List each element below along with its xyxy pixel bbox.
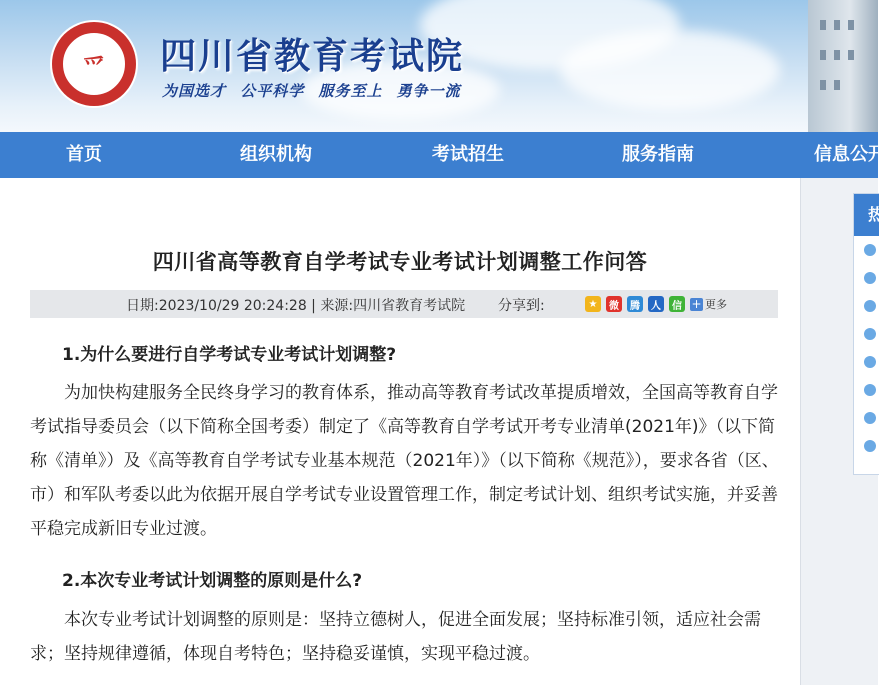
share-label: 分享到: bbox=[498, 298, 545, 314]
list-bullet-icon[interactable] bbox=[864, 440, 876, 452]
list-bullet-icon[interactable] bbox=[864, 384, 876, 396]
answer-1 bbox=[30, 376, 780, 546]
article-meta-bar bbox=[30, 290, 778, 318]
article-title: 四川省高等教育自学考试专业考试计划调整工作问答 bbox=[152, 250, 648, 274]
list-bullet-icon[interactable] bbox=[864, 300, 876, 312]
renren-icon[interactable]: 人 bbox=[648, 296, 664, 312]
nav-item-home[interactable]: 首页 bbox=[66, 144, 102, 165]
answer-1-text: 为加快构建服务全民终身学习的教育体系，推动高等教育考试改革提质增效，全国高等教育自学考试指导委员会（以下简称全国考委）制定了《高等教育自学考试开考专业清单(2021年)》（以下简称《清单》）及《高等教育自学考试专业基本规范（2021年）》（以下简称《规范》），要求各省（区、市）和军队考委以此为依据开展自学考试专业设置管理工作，制定考试计划、组织考试实施，并妥善平稳完成新旧专业过渡。 bbox=[30, 383, 779, 539]
building-decoration bbox=[808, 0, 878, 132]
answer-2-text: 本次专业考试计划调整的原则是：坚持立德树人，促进全面发展；坚持标准引领，适应社会需求；坚持规律遵循，体现自考特色；坚持稳妥谨慎，实现平稳过渡。 bbox=[30, 610, 761, 664]
share-more-label: 更多 bbox=[705, 298, 727, 311]
site-title[interactable]: 四川省教育考试院 bbox=[160, 36, 465, 77]
hot-news-sidebar bbox=[853, 193, 885, 475]
site-slogan: 为国选才 公平科学 服务至上 勇争一流 bbox=[162, 82, 461, 100]
qzone-icon[interactable]: ★ bbox=[585, 296, 601, 312]
list-bullet-icon[interactable] bbox=[864, 412, 876, 424]
logo-emblem-icon: 爫 bbox=[61, 31, 127, 97]
nav-item-info-disclosure[interactable]: 信息公开 bbox=[814, 144, 886, 165]
site-logo[interactable] bbox=[52, 22, 136, 106]
main-nav bbox=[0, 132, 886, 178]
wechat-icon[interactable]: 信 bbox=[669, 296, 685, 312]
nav-item-exams-admissions[interactable]: 考试招生 bbox=[432, 144, 504, 165]
plus-icon: + bbox=[691, 296, 702, 311]
share-icons bbox=[585, 296, 727, 312]
question-1: 1.为什么要进行自学考试专业考试计划调整? bbox=[62, 345, 397, 365]
cloud-decoration bbox=[560, 30, 780, 110]
list-bullet-icon[interactable] bbox=[864, 328, 876, 340]
sidebar-heading: 热 bbox=[854, 194, 879, 236]
list-bullet-icon[interactable] bbox=[864, 356, 876, 368]
nav-item-service-guide[interactable]: 服务指南 bbox=[622, 144, 694, 165]
share-more-button[interactable] bbox=[690, 296, 727, 312]
nav-item-organization[interactable]: 组织机构 bbox=[240, 144, 312, 165]
weibo-icon[interactable]: 微 bbox=[606, 296, 622, 312]
article-date-source: 日期:2023/10/29 20:24:28 | 来源:四川省教育考试院 bbox=[126, 298, 466, 314]
site-header bbox=[0, 0, 878, 132]
question-2: 2.本次专业考试计划调整的原则是什么? bbox=[62, 571, 363, 591]
answer-2 bbox=[30, 603, 780, 671]
tencent-weibo-icon[interactable]: 腾 bbox=[627, 296, 643, 312]
list-bullet-icon[interactable] bbox=[864, 244, 876, 256]
list-bullet-icon[interactable] bbox=[864, 272, 876, 284]
